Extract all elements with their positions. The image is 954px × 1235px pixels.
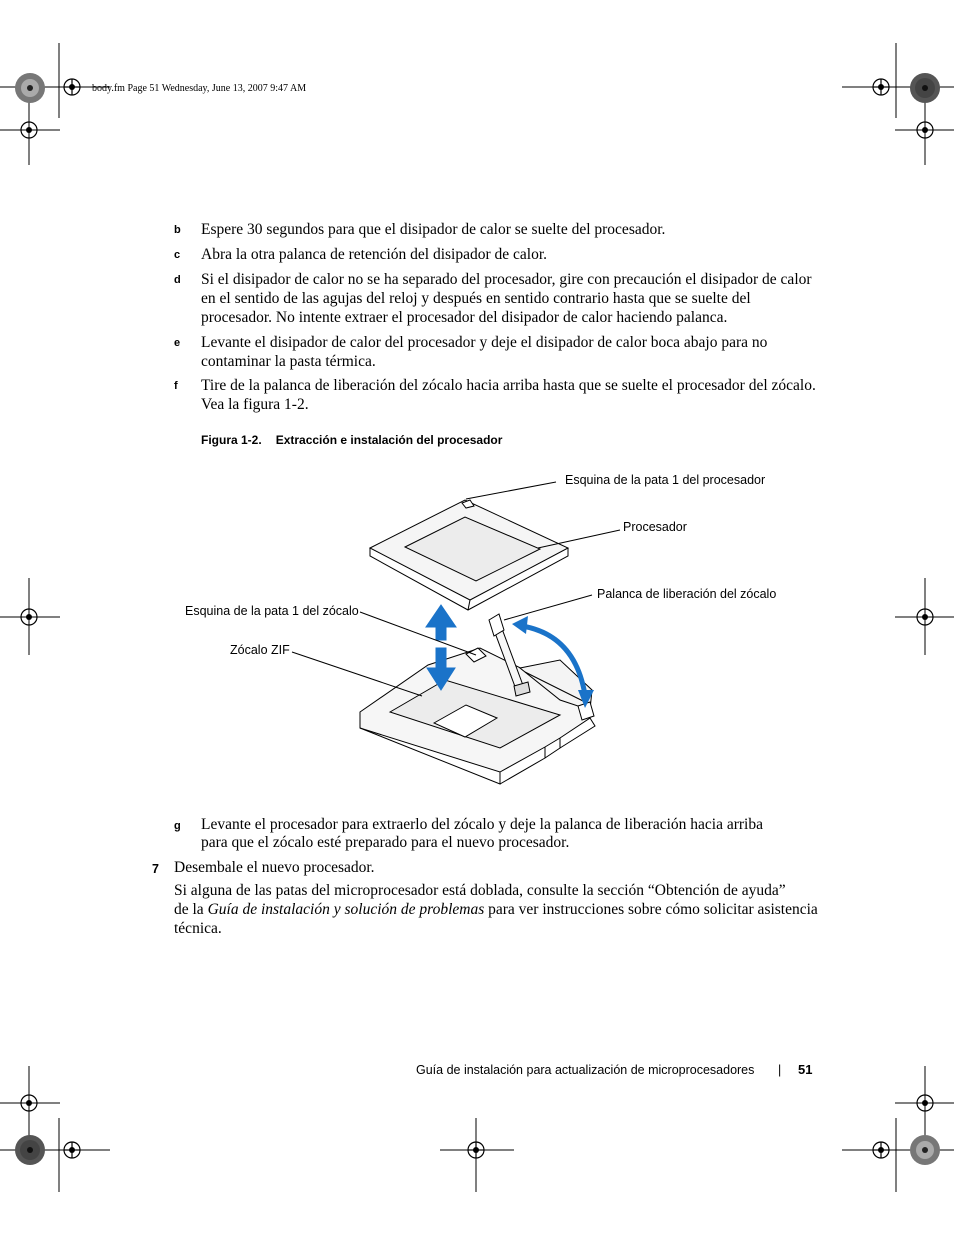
step-g-line-2: para que el zócalo esté preparado para el nuevo procesador. bbox=[201, 834, 570, 851]
footer-separator: | bbox=[778, 1063, 782, 1077]
leader-socket-pin1 bbox=[360, 612, 476, 655]
leader-processor bbox=[538, 530, 620, 548]
step-7-para-line-3: técnica. bbox=[174, 920, 222, 937]
leader-zif-socket bbox=[292, 652, 422, 696]
step-d-line-2: en el sentido de las agujas del reloj y después en sentido contrario hasta que se suelte del bbox=[201, 290, 751, 307]
step-marker-b: b bbox=[174, 224, 181, 236]
step-d-line-3: procesador. No intente extraer el procesador del disipador de calor haciendo palanca. bbox=[201, 309, 728, 326]
step-7-para-line-2 bbox=[174, 900, 818, 919]
step-e-line-2: contaminar la pasta térmica. bbox=[201, 353, 376, 370]
page-number: 51 bbox=[798, 1062, 813, 1077]
step-7-para-line-1: Si alguna de las patas del microprocesador está doblada, consulte la sección “Obtención de ayuda” bbox=[174, 882, 786, 899]
leader-release-lever bbox=[504, 595, 592, 620]
step-g-line-1: Levante el procesador para extraerlo del zócalo y deje la palanca de liberación hacia arriba bbox=[201, 816, 763, 833]
step-c-line-1: Abra la otra palanca de retención del disipador de calor. bbox=[201, 246, 548, 263]
step-7-text: Desembale el nuevo procesador. bbox=[174, 859, 375, 876]
callout-zif-socket: Zócalo ZIF bbox=[230, 643, 290, 657]
figure-title: Extracción e instalación del procesador bbox=[275, 433, 503, 447]
callout-socket-pin1: Esquina de la pata 1 del zócalo bbox=[185, 604, 359, 618]
figure-caption bbox=[201, 433, 502, 447]
step-marker-f: f bbox=[174, 380, 178, 392]
leader-processor-pin1 bbox=[466, 482, 556, 499]
callout-processor: Procesador bbox=[623, 520, 687, 534]
step-marker-7: 7 bbox=[152, 862, 159, 876]
para-text-b: para ver instrucciones sobre cómo solicitar asistencia bbox=[484, 901, 818, 918]
guide-title-italic: Guía de instalación y solución de problemas bbox=[207, 901, 485, 918]
step-f-line-1: Tire de la palanca de liberación del zócalo hacia arriba hasta que se suelte el procesador del zócalo. bbox=[201, 377, 816, 394]
step-f-line-2: Vea la figura 1-2. bbox=[201, 396, 309, 413]
header-file-info: body.fm Page 51 Wednesday, June 13, 2007 9:47 AM bbox=[92, 83, 307, 94]
step-b-line-1: Espere 30 segundos para que el disipador de calor se suelte del procesador. bbox=[201, 221, 666, 238]
step-e-line-1: Levante el disipador de calor del procesador y deje el disipador de calor boca abajo para no bbox=[201, 334, 768, 351]
step-d-line-1: Si el disipador de calor no se ha separado del procesador, gire con precaución el disipador de calor bbox=[201, 271, 812, 288]
step-marker-g: g bbox=[174, 820, 181, 832]
para-text-a: de la bbox=[174, 901, 208, 918]
callout-release-lever: Palanca de liberación del zócalo bbox=[597, 587, 777, 601]
footer-title: Guía de instalación para actualización de microprocesadores bbox=[416, 1063, 755, 1077]
callout-processor-pin1: Esquina de la pata 1 del procesador bbox=[565, 473, 766, 487]
figure-number: Figura 1-2. bbox=[201, 433, 262, 447]
step-marker-d: d bbox=[174, 274, 181, 286]
step-marker-e: e bbox=[174, 337, 181, 349]
step-marker-c: c bbox=[174, 249, 181, 261]
processor-socket-figure bbox=[0, 460, 954, 790]
